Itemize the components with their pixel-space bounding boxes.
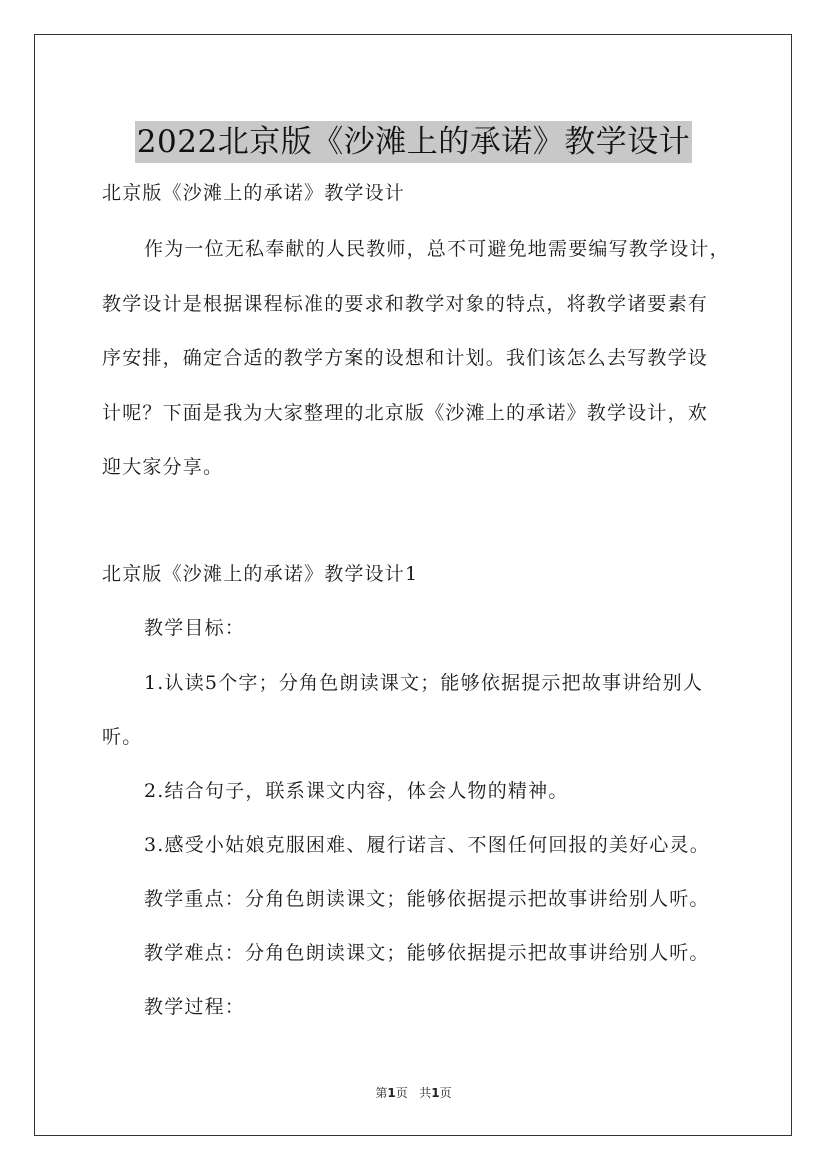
- paragraph-line: 教学目标：: [144, 617, 246, 639]
- paragraph-line: 3.感受小姑娘克服困难、履行诺言、不图任何回报的美好心灵。: [144, 834, 710, 856]
- total-prefix: 共: [419, 1086, 432, 1100]
- paragraph-line: 1.认读5个字；分角色朗读课文；能够依据提示把故事讲给别人: [144, 672, 704, 694]
- paragraph-line: 迎大家分享。: [102, 456, 224, 478]
- paragraph-line: 序安排，确定合适的教学方案的设想和计划。我们该怎么去写教学设: [102, 347, 709, 369]
- total-suffix: 页: [439, 1086, 452, 1100]
- document-title: 2022北京版《沙滩上的承诺》教学设计: [135, 121, 692, 163]
- paragraph-line: 2.结合句子，联系课文内容，体会人物的精神。: [144, 780, 569, 802]
- paragraph-line: 教学重点：分角色朗读课文；能够依据提示把故事讲给别人听。: [144, 888, 710, 910]
- page-number: 1: [387, 1086, 396, 1100]
- total-pages: 1: [431, 1086, 440, 1100]
- paragraph-line: 计呢？下面是我为大家整理的北京版《沙滩上的承诺》教学设计，欢: [102, 402, 709, 424]
- page-prefix: 第: [375, 1086, 388, 1100]
- title-wrapper: [0, 100, 827, 184]
- subtitle-line: 北京版《沙滩上的承诺》教学设计: [102, 182, 406, 204]
- page-footer: [0, 1084, 827, 1101]
- paragraph-line: 听。: [102, 726, 143, 748]
- paragraph-line: 教学过程：: [144, 996, 246, 1018]
- page-suffix: 页: [395, 1086, 408, 1100]
- paragraph-line: 教学设计是根据课程标准的要求和教学对象的特点，将教学诸要素有: [102, 293, 709, 315]
- paragraph-line: 教学难点：分角色朗读课文；能够依据提示把故事讲给别人听。: [144, 942, 710, 964]
- paragraph-line: 作为一位无私奉献的人民教师，总不可避免地需要编写教学设计，: [144, 238, 730, 260]
- section-heading: 北京版《沙滩上的承诺》教学设计1: [102, 563, 419, 585]
